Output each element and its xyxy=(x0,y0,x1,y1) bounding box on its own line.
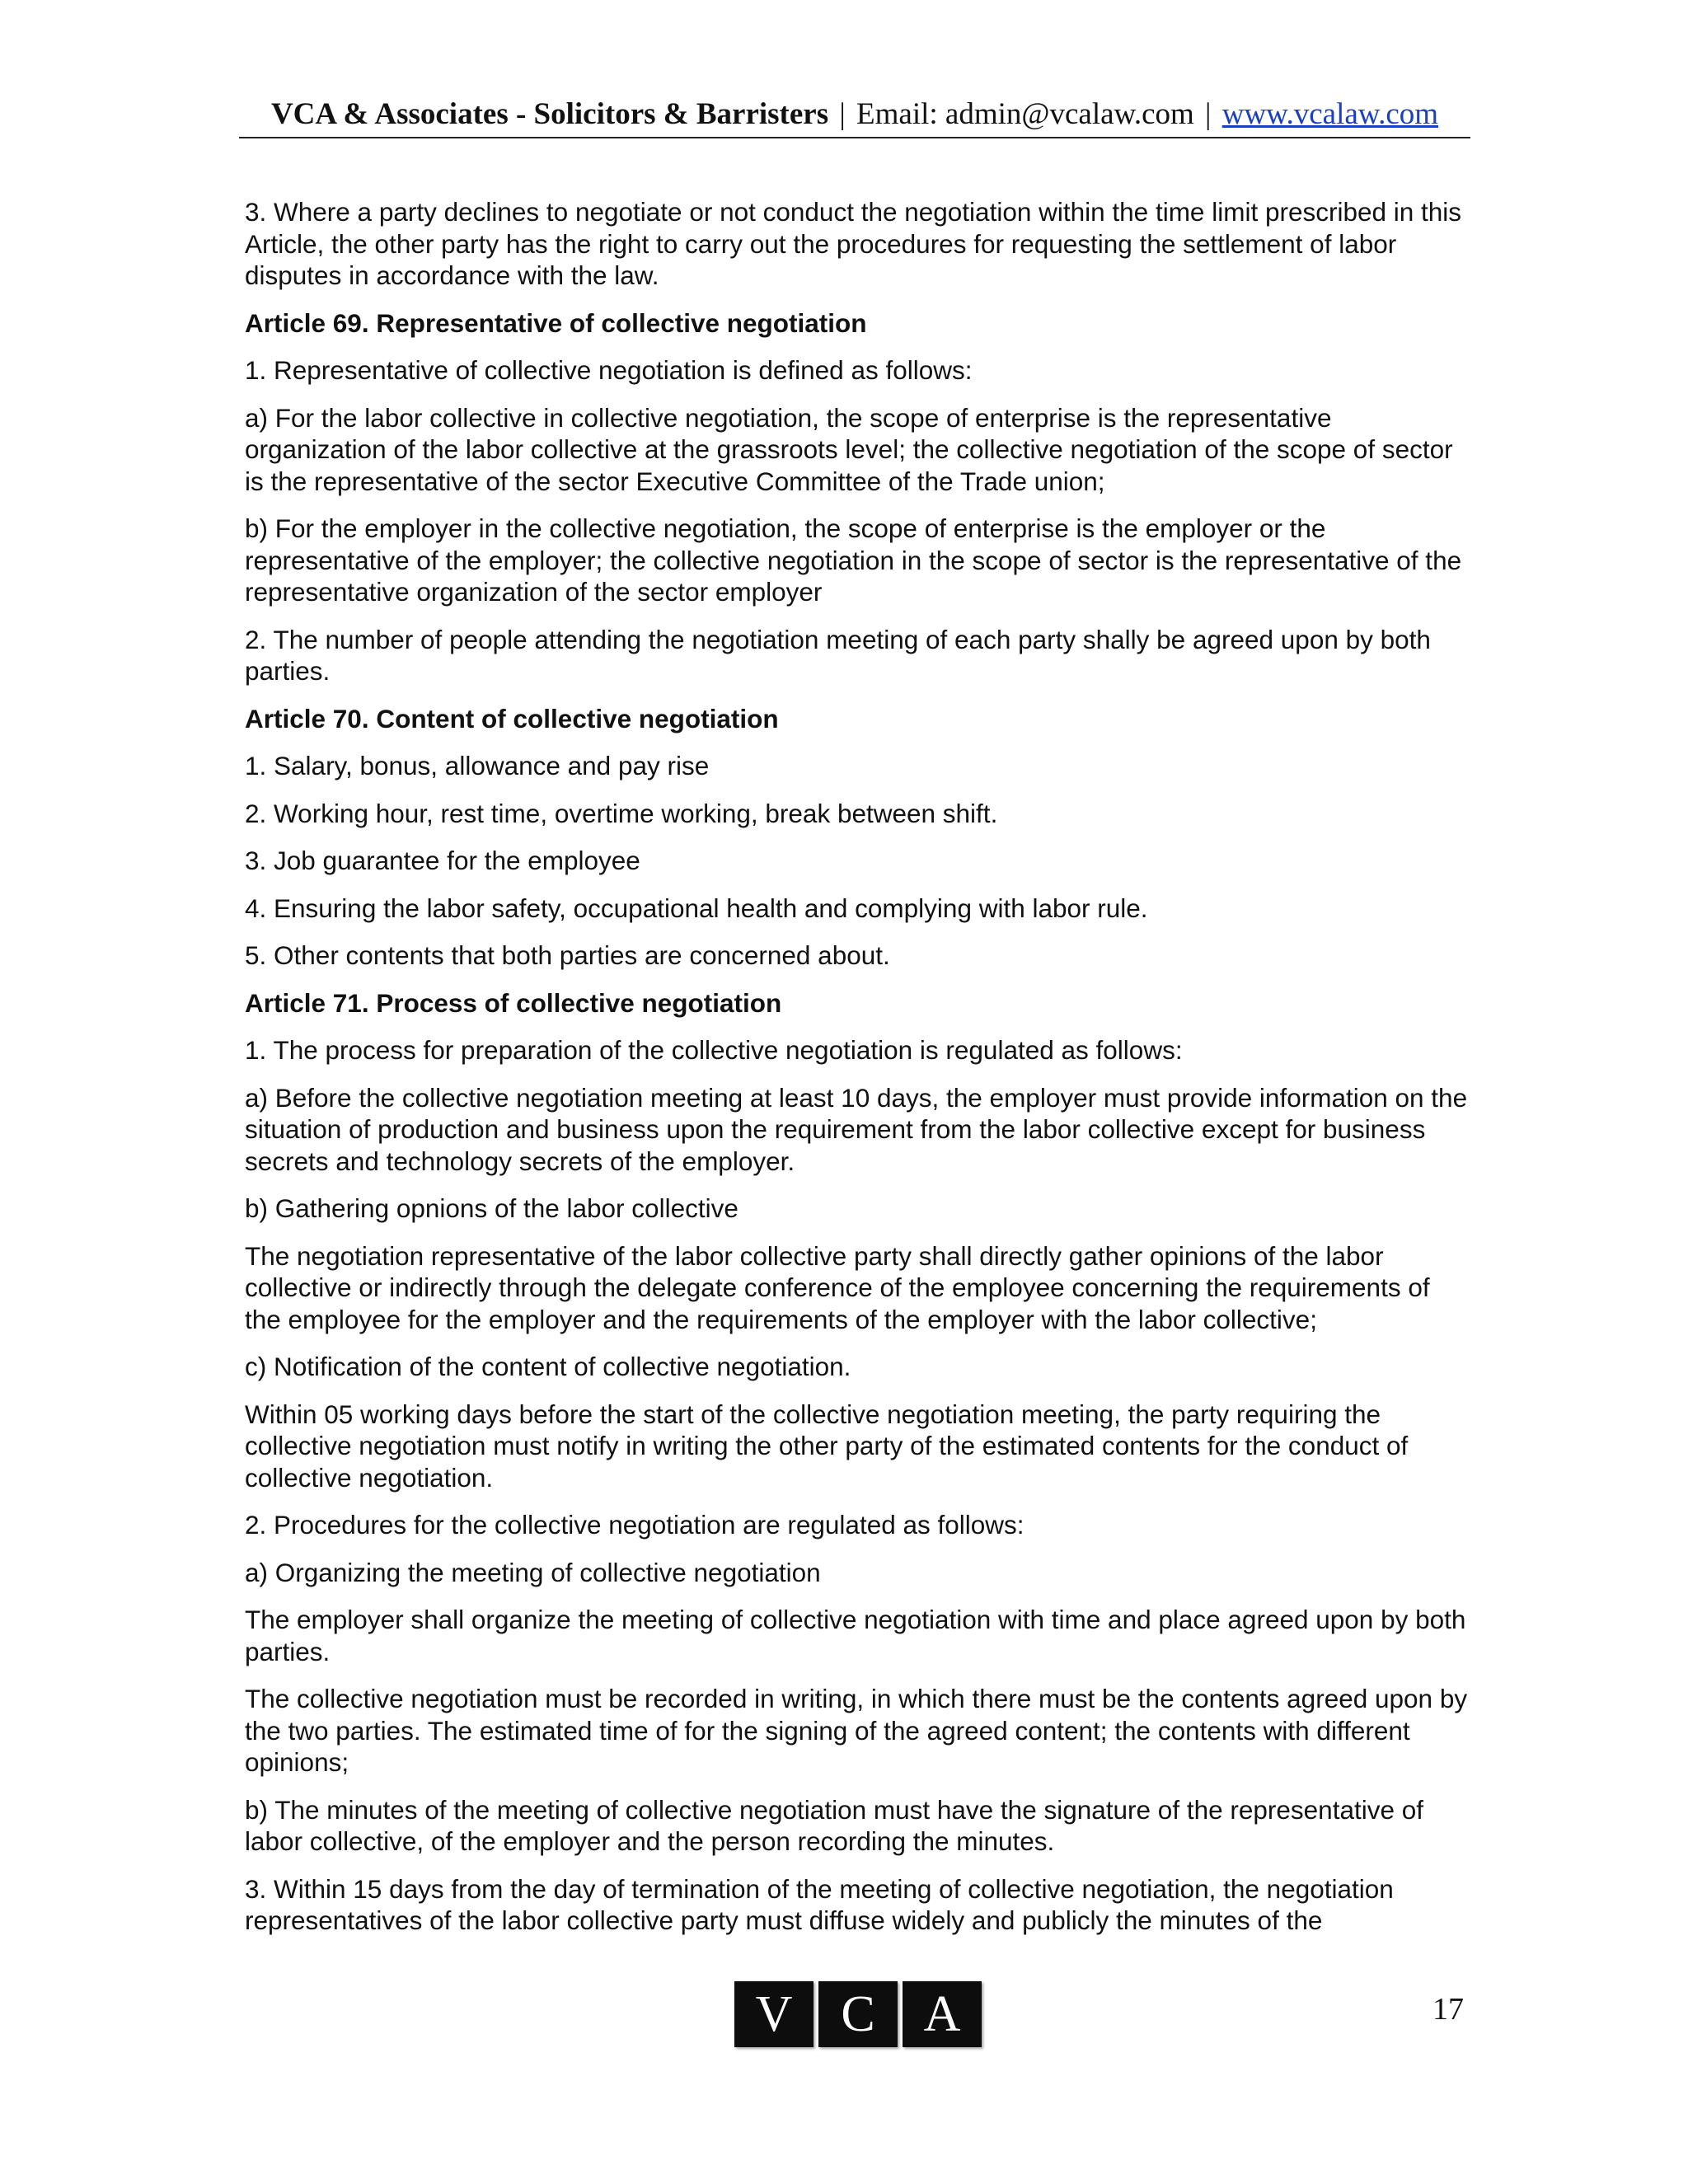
page-number: 17 xyxy=(1432,1992,1464,2027)
paragraph: 1. The process for preparation of the collective negotiation is regulated as follows: xyxy=(245,1035,1183,1065)
paragraph: b) The minutes of the meeting of collective negotiation must have the signature of the representative of labor collective, of the employer and the person recording the minutes. xyxy=(245,1794,1424,1856)
header-separator: | xyxy=(839,97,846,131)
paragraph: 1. Salary, bonus, allowance and pay rise xyxy=(245,751,710,780)
paragraph: b) For the employer in the collective negotiation, the scope of enterprise is the employer or the representative of the employer; the collective negotiation in the scope of sector is the representative of the representative organization of the sector employer xyxy=(245,513,1462,607)
logo-letter: V xyxy=(734,1981,814,2047)
paragraph: 3. Within 15 days from the day of termination of the meeting of collective negotiation, the negotiation representatives of the labor collective party must diffuse widely and publicly the minutes of the xyxy=(245,1873,1394,1935)
paragraph: b) Gathering opnions of the labor collective xyxy=(245,1193,738,1223)
paragraph: 2. Procedures for the collective negotiation are regulated as follows: xyxy=(245,1510,1025,1540)
paragraph: 2. Working hour, rest time, overtime working, break between shift. xyxy=(245,798,998,828)
paragraph: The employer shall organize the meeting of collective negotiation with time and place agreed upon by both parties. xyxy=(245,1605,1466,1666)
paragraph: 4. Ensuring the labor safety, occupational health and complying with labor rule. xyxy=(245,893,1148,923)
page-header xyxy=(239,92,1470,138)
paragraph: 1. Representative of collective negotiation is defined as follows: xyxy=(245,355,973,385)
paragraph: The negotiation representative of the labor collective party shall directly gather opinions of the labor collective or indirectly through the delegate conference of the employee concerning the requirements of the employee for the employer and the requirements of the employer with the labor collective; xyxy=(245,1240,1430,1334)
logo-letter: A xyxy=(903,1981,982,2047)
paragraph: a) For the labor collective in collective negotiation, the scope of enterprise is the representative organization of the labor collective at the grassroots level; the collective negotiation of the scope of sector is the representative of the sector Executive Committee of the Trade union; xyxy=(245,402,1453,496)
paragraph: c) Notification of the content of collective negotiation. xyxy=(245,1352,851,1381)
header-email: Email: admin@vcalaw.com xyxy=(856,97,1194,131)
document-body xyxy=(245,196,1473,1952)
paragraph: 3. Job guarantee for the employee xyxy=(245,846,640,875)
paragraph: a) Before the collective negotiation meeting at least 10 days, the employer must provide information on the situation of production and business upon the requirement from the labor collective except for business secrets and technology secrets of the employer. xyxy=(245,1082,1468,1176)
paragraph: a) Organizing the meeting of collective negotiation xyxy=(245,1557,821,1587)
paragraph: 3. Where a party declines to negotiate or not conduct the negotiation within the time limit prescribed in this Article, the other party has the right to carry out the procedures for requesting the settlement of labor disputes in accordance with the law. xyxy=(245,197,1462,290)
paragraph: 5. Other contents that both parties are concerned about. xyxy=(245,940,890,970)
article-70-heading: Article 70. Content of collective negotiation xyxy=(245,703,779,733)
logo-letter: C xyxy=(818,1981,898,2047)
paragraph: 2. The number of people attending the negotiation meeting of each party shally be agreed upon by both parties. xyxy=(245,624,1431,686)
website-link[interactable]: www.vcalaw.com xyxy=(1221,97,1439,131)
paragraph: Within 05 working days before the start of the collective negotiation meeting, the party requiring the collective negotiation must notify in writing the other party of the estimated contents for the conduct of collective negotiation. xyxy=(245,1399,1409,1493)
article-71-heading: Article 71. Process of collective negotiation xyxy=(245,987,782,1018)
vca-logo xyxy=(734,1981,982,2047)
paragraph: The collective negotiation must be recorded in writing, in which there must be the contents agreed upon by the two parties. The estimated time of for the signing of the agreed content; the contents with different opinions; xyxy=(245,1684,1468,1777)
article-69-heading: Article 69. Representative of collective negotiation xyxy=(245,307,867,338)
firm-name: VCA & Associates - Solicitors & Barristers xyxy=(270,97,829,131)
header-separator: | xyxy=(1205,97,1212,131)
